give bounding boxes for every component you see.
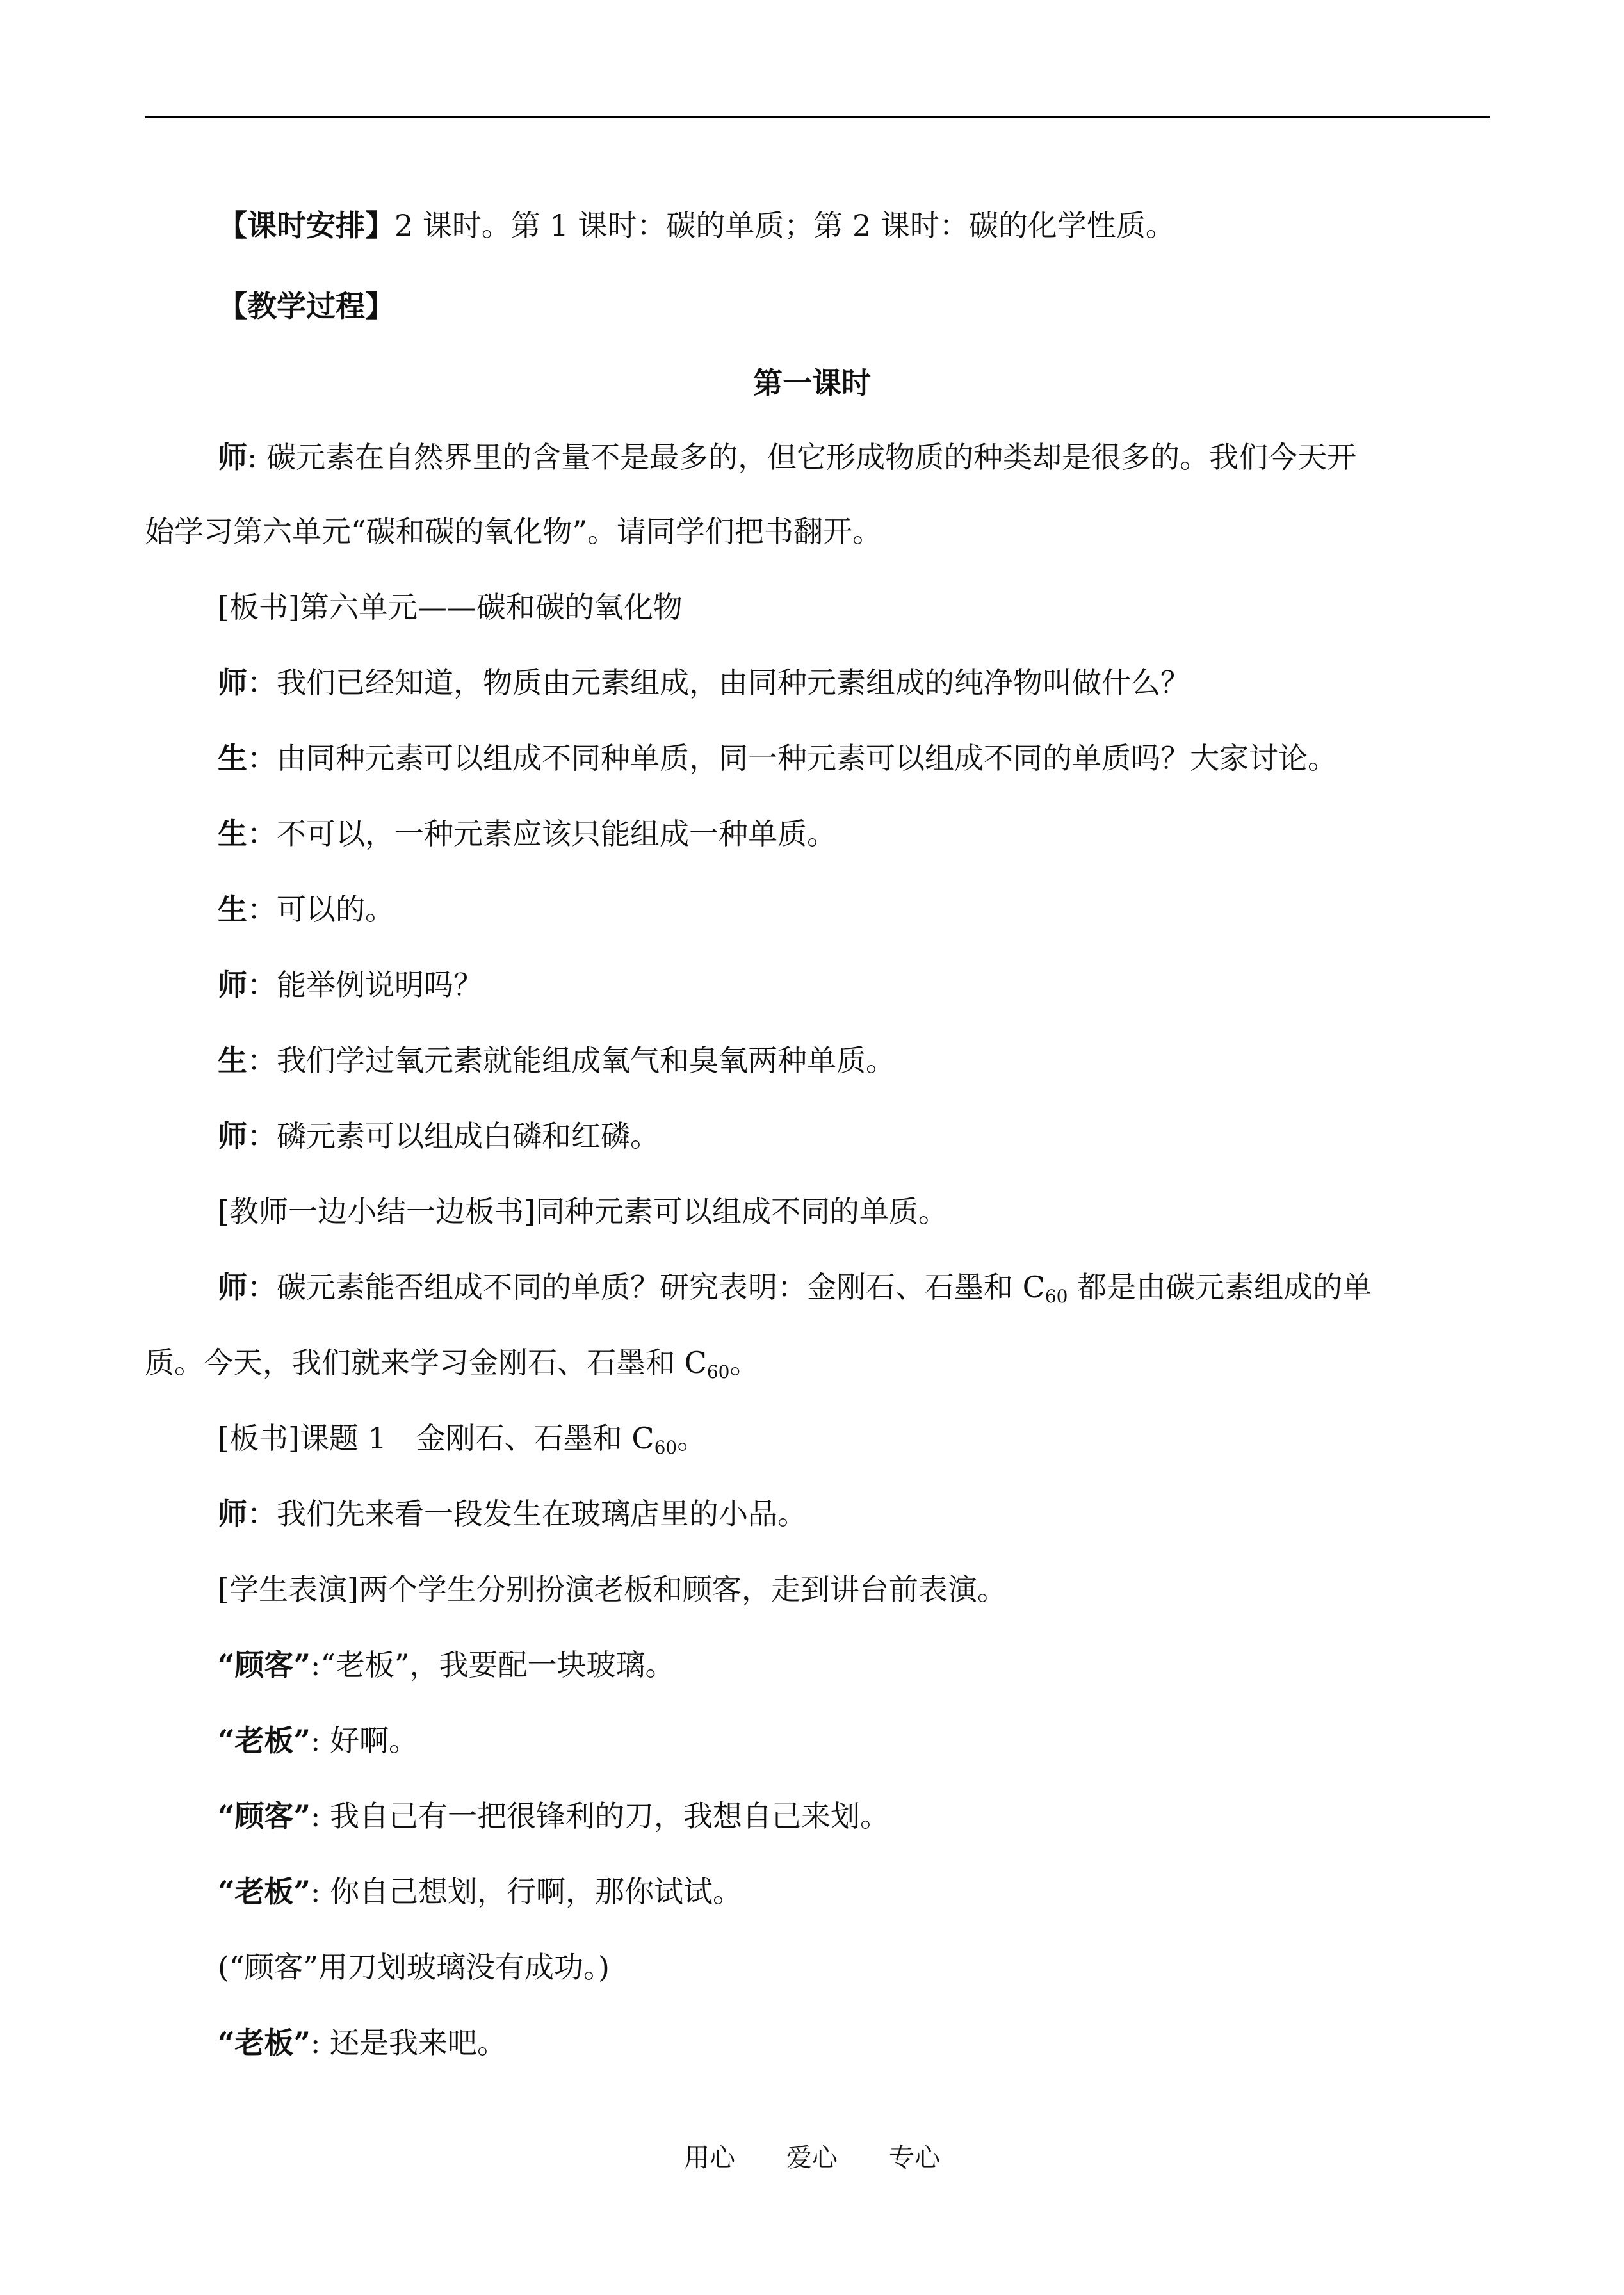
skit-line (218, 1872, 742, 1911)
speaker: “老板” (218, 1874, 311, 1909)
skit-text: : 你自己想划，行啊，那你试试。 (310, 1874, 743, 1909)
dialogue-text: ：我们已经知道，物质由元素组成，由同种元素组成的纯净物叫做什么？ (247, 665, 1190, 700)
dialogue-text: ：能举例说明吗？ (247, 968, 483, 1002)
board3-text-a: [板书]课题 1 金刚石、石墨和 C (218, 1421, 654, 1456)
para2-line2 (145, 1343, 759, 1382)
skit-line (218, 1646, 674, 1684)
speaker: 师 (218, 1119, 247, 1153)
footer-item: 专心 (889, 2143, 940, 2173)
para1-line2: 始学习第六单元“碳和碳的氧化物”。请同学们把书翻开。 (145, 514, 882, 549)
skit-text: :“老板”，我要配一块玻璃。 (310, 1648, 675, 1682)
para2-line1 (218, 1268, 1372, 1306)
lesson-title: 第一课时 (753, 366, 871, 400)
dialogue-text: ：由同种元素可以组成不同种单质，同一种元素可以组成不同的单质吗？大家讨论。 (247, 741, 1337, 775)
schedule-paragraph (218, 206, 1175, 245)
speaker: “顾客” (218, 1799, 311, 1833)
dialogue-line (218, 1041, 895, 1080)
speaker: 生 (218, 1043, 247, 1078)
process-heading: 【教学过程】 (218, 289, 394, 323)
teacher-line (218, 1495, 807, 1533)
performance-note: [学生表演]两个学生分别扮演老板和顾客，走到讲台前表演。 (218, 1572, 1007, 1607)
para2-text-2a: 质。今天，我们就来学习金刚石、石墨和 C (145, 1345, 707, 1380)
speaker: “老板” (218, 1723, 311, 1758)
speaker: 师 (218, 968, 247, 1002)
dialogue-text: ：可以的。 (247, 892, 394, 927)
subscript-60: 60 (706, 1361, 730, 1383)
schedule-text: 2 课时。第 1 课时：碳的单质；第 2 课时：碳的化学性质。 (394, 208, 1175, 243)
para2-text-1a: ：碳元素能否组成不同的单质？研究表明：金刚石、石墨和 C (247, 1270, 1045, 1304)
subscript-60: 60 (654, 1437, 678, 1458)
board-note-2: [教师一边小结一边板书]同种元素可以组成不同的单质。 (218, 1194, 948, 1229)
para2-text-1b: 都是由碳元素组成的单 (1068, 1270, 1372, 1304)
subscript-60: 60 (1044, 1286, 1068, 1307)
dialogue-text: ：我们学过氧元素就能组成氧气和臭氧两种单质。 (247, 1043, 895, 1078)
board3-text-b: 。 (677, 1421, 707, 1456)
footer-item: 用心 (684, 2143, 735, 2173)
speaker: 师 (218, 1496, 247, 1531)
speaker: “老板” (218, 2025, 311, 2060)
speaker: 生 (218, 892, 247, 927)
dialogue-line (218, 739, 1337, 777)
skit-line (218, 1797, 889, 1835)
teacher-text: ：我们先来看一段发生在玻璃店里的小品。 (247, 1496, 807, 1531)
page-footer (0, 2140, 1624, 2176)
speaker: “顾客” (218, 1648, 311, 1682)
dialogue-line (218, 1117, 660, 1155)
speaker: 师 (218, 1270, 247, 1304)
speaker: 生 (218, 741, 247, 775)
dialogue-line (218, 966, 483, 1004)
stage-note: (“顾客”用刀划玻璃没有成功。) (218, 1950, 610, 1984)
board-note-1: [板书]第六单元——碳和碳的氧化物 (218, 590, 683, 624)
dialogue-line (218, 890, 394, 929)
speaker: 师 (218, 665, 247, 700)
para1-line1 (218, 438, 1356, 476)
speaker: 生 (218, 816, 247, 851)
dialogue-line (218, 663, 1190, 702)
dialogue-line (218, 815, 836, 853)
skit-line (218, 1721, 418, 1760)
skit-text: : 我自己有一把很锋利的刀，我想自己来划。 (310, 1799, 890, 1833)
para2-text-2b: 。 (729, 1345, 759, 1380)
board-note-3 (218, 1419, 706, 1457)
skit-line (218, 2023, 507, 2062)
skit-text: : 还是我来吧。 (310, 2025, 507, 2060)
dialogue-text: ：磷元素可以组成白磷和红磷。 (247, 1119, 660, 1153)
schedule-label: 【课时安排】 (218, 208, 394, 243)
footer-item: 爱心 (786, 2143, 838, 2173)
para1-text-1: : 碳元素在自然界里的含量不是最多的，但它形成物质的种类却是很多的。我们今天开 (247, 440, 1357, 474)
header-rule (145, 116, 1490, 118)
speaker: 师 (218, 440, 247, 474)
dialogue-text: ：不可以，一种元素应该只能组成一种单质。 (247, 816, 836, 851)
skit-text: : 好啊。 (310, 1723, 419, 1758)
